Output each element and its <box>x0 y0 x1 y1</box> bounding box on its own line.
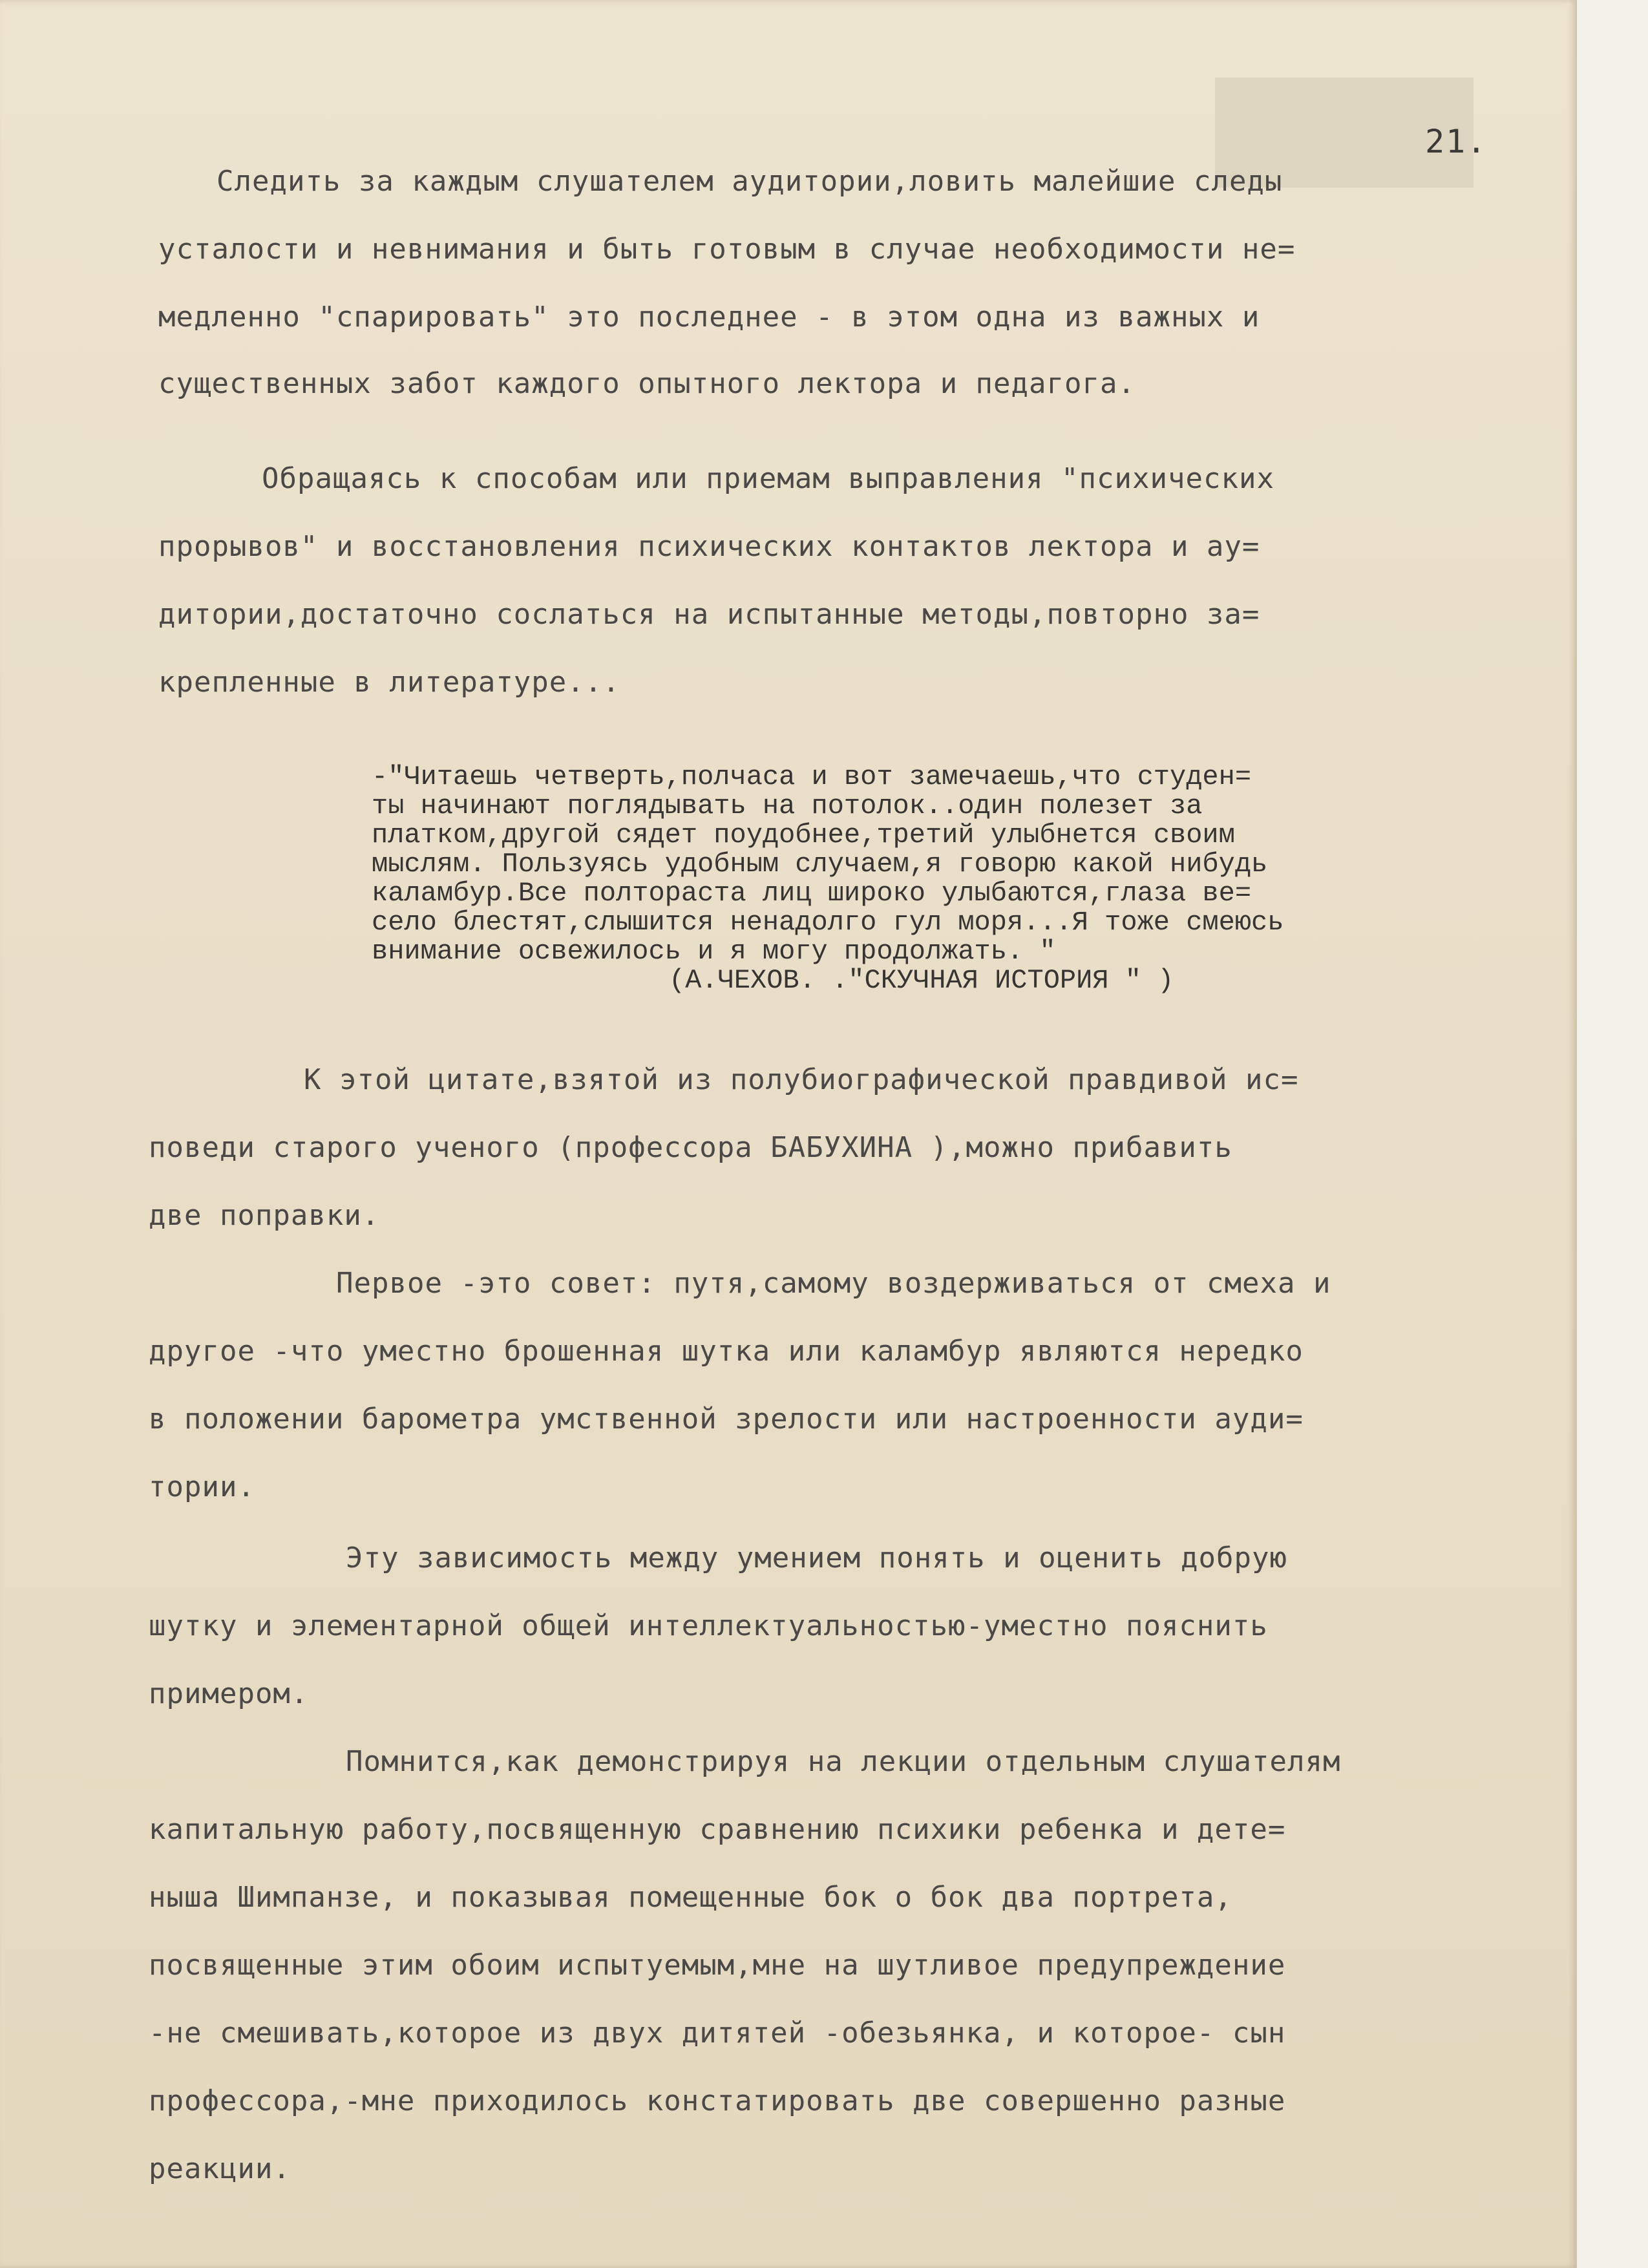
text-line: примером. <box>149 1677 309 1710</box>
quote-line: внимание освежилось и я могу продолжать. " <box>372 936 1056 967</box>
text-line: две поправки. <box>149 1199 380 1232</box>
quote-line: -"Читаешь четверть,полчаса и вот замечаешь,что студен= <box>372 761 1252 792</box>
text-line: прорывов" и восстановления психических контактов лектора и ау= <box>158 530 1260 563</box>
text-line: -не смешивать,которое из двух дитятей -обезьянка, и которое- сын <box>149 2017 1286 2050</box>
text-line: Помнится,как демонстрируя на лекции отдельным слушателям <box>346 1745 1341 1778</box>
text-line: реакции. <box>149 2152 291 2185</box>
text-line: К этой цитате,взятой из полубиографической правдивой ис= <box>304 1063 1299 1096</box>
quote-attribution: (А.ЧЕХОВ. ."СКУЧНАЯ ИСТОРИЯ " ) <box>669 965 1174 996</box>
text-line: капитальную работу,посвященную сравнению психики ребенка и дете= <box>149 1813 1286 1846</box>
quote-line: каламбур.Все полтораста лиц широко улыбаются,глаза ве= <box>372 878 1252 909</box>
text-line: Обращаясь к способам или приемам выправления "психических <box>262 462 1274 495</box>
background-margin <box>1576 0 1648 2268</box>
text-line: посвященные этим обоим испытуемым,мне на шутливое предупреждение <box>149 1949 1286 1982</box>
quote-line: ты начинают поглядывать на потолок..один полезет за <box>372 790 1203 821</box>
text-line: дитории,достаточно сослаться на испытанные методы,повторно за= <box>158 598 1260 631</box>
text-line: крепленные в литературе... <box>158 666 620 699</box>
text-line: тории. <box>149 1470 255 1503</box>
quote-line: платком,другой сядет поудобнее,третий улыбнется своим <box>372 820 1235 851</box>
text-line: усталости и невнимания и быть готовым в случае необходимости не= <box>158 233 1296 266</box>
text-line: шутку и элементарной общей интеллектуальностью-уместно пояснить <box>149 1609 1268 1642</box>
text-line: в положении барометра умственной зрелости или настроенности ауди= <box>149 1403 1304 1436</box>
text-line: поведи старого ученого (профессора БАБУХИНА ),можно прибавить <box>149 1131 1232 1164</box>
text-line: ныша Шимпанзе, и показывая помещенные бок о бок два портрета, <box>149 1881 1232 1914</box>
text-line: профессора,-мне приходилось констатировать две совершенно разные <box>149 2084 1286 2117</box>
text-line: медленно "спарировать" это последнее - в этом одна из важных и <box>158 301 1260 334</box>
quote-line: мыслям. Пользуясь удобным случаем,я говорю какой нибудь <box>372 849 1268 880</box>
text-line: Первое -это совет: путя,самому воздерживаться от смеха и <box>336 1267 1331 1300</box>
quote-line: село блестят,слышится ненадолго гул моря...Я тоже смеюсь <box>372 907 1284 938</box>
page-number: 21. <box>1425 123 1488 160</box>
text-line: Следить за каждым слушателем аудитории,ловить малейшие следы <box>217 165 1283 198</box>
text-line: существенных забот каждого опытного лектора и педагога. <box>158 367 1136 400</box>
text-line: Эту зависимость между умением понять и оценить добрую <box>346 1542 1287 1574</box>
text-line: другое -что уместно брошенная шутка или каламбур являются нередко <box>149 1335 1304 1368</box>
